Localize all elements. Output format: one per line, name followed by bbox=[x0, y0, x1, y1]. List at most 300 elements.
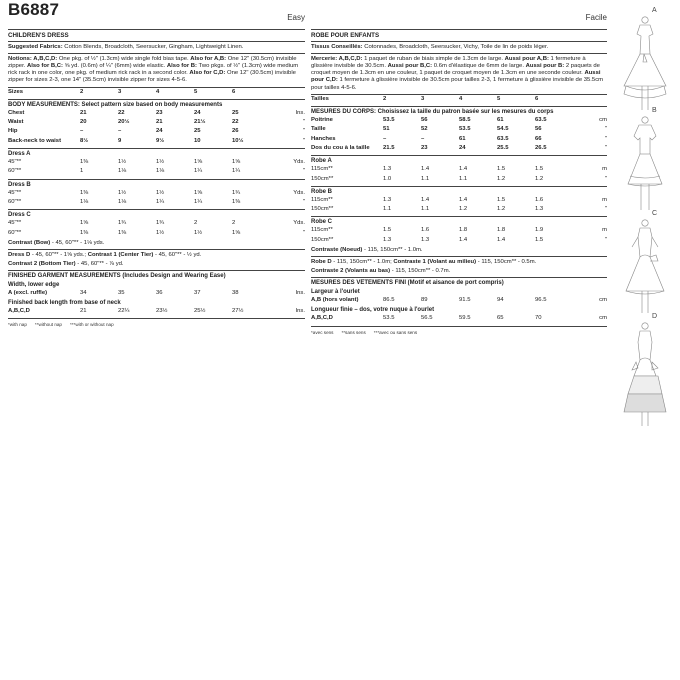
cell: 21 bbox=[80, 308, 87, 315]
unit: Yds. bbox=[293, 159, 305, 166]
cell: 21½ bbox=[194, 119, 206, 126]
cell: 53.5 bbox=[383, 117, 395, 124]
footnote: ***with or without nap bbox=[69, 322, 114, 328]
cell: 1.3 bbox=[535, 206, 544, 213]
cell: 58.5 bbox=[459, 117, 471, 124]
unit: " bbox=[604, 144, 607, 151]
header-fr bbox=[311, 0, 607, 30]
pattern-code: B6887 bbox=[8, 0, 60, 19]
table-row bbox=[8, 159, 305, 168]
cell: 38 bbox=[232, 289, 239, 296]
dress-d-line bbox=[8, 251, 305, 260]
row-label: 45"** bbox=[8, 189, 22, 196]
view-letter: B bbox=[652, 107, 657, 114]
contrast-label: Contrast (Bow) bbox=[8, 239, 51, 246]
cell: – bbox=[80, 128, 84, 135]
dress-a-yardage bbox=[8, 149, 305, 180]
cell: 94 bbox=[497, 297, 504, 304]
table-row bbox=[311, 297, 607, 306]
cell: 1.5 bbox=[535, 236, 544, 243]
size-value: 2 bbox=[383, 95, 387, 102]
cell: 66 bbox=[535, 135, 542, 142]
contrast-bow-line bbox=[311, 246, 607, 255]
cell: 1⅝ bbox=[232, 229, 241, 236]
size-value: 6 bbox=[535, 95, 539, 102]
cell: 1.4 bbox=[421, 166, 430, 173]
cell: 1½ bbox=[156, 159, 165, 166]
notions-text: Two pkgs. of ½" (1.3cm) wide medium rick rack in one color, one pkg. of medium rick rack in a second color. bbox=[8, 62, 299, 77]
footnote: ***avec ou sans sens bbox=[373, 329, 418, 335]
cell: 1⅛ bbox=[118, 168, 127, 175]
view-heading: Robe A bbox=[311, 158, 332, 165]
cell: 36 bbox=[156, 289, 163, 296]
cell: 63.5 bbox=[535, 117, 547, 124]
cell: 96.5 bbox=[535, 297, 547, 304]
unit: m bbox=[602, 227, 607, 234]
notions-text: ⅝ yd. (0.6m) of ¼" (6mm) wide elastic. bbox=[63, 62, 167, 69]
view-heading: Dress B bbox=[8, 181, 31, 188]
finished-heading: MESURES DES VÊTEMENTS FINI (Motif et aisance de port compris) bbox=[311, 280, 504, 287]
table-row bbox=[311, 237, 607, 246]
cell: 1⅛ bbox=[80, 198, 89, 205]
cell: 56.5 bbox=[421, 315, 433, 322]
table-row bbox=[311, 126, 607, 135]
cell: 1¼ bbox=[232, 168, 241, 175]
cell: 1½ bbox=[118, 159, 127, 166]
unit: " bbox=[302, 198, 305, 205]
sizes-label: Tailles bbox=[311, 95, 329, 102]
cell: 1¼ bbox=[156, 198, 165, 205]
cell: 9½ bbox=[156, 137, 165, 144]
cell: 53.5 bbox=[383, 315, 395, 322]
cell: 9 bbox=[118, 137, 122, 144]
body-measurements bbox=[8, 100, 305, 149]
cell: 1.3 bbox=[383, 236, 392, 243]
body-measurements-heading: MESURES DU CORPS: Choisissez la taille du patron basée sur les mesures du corps bbox=[311, 109, 554, 116]
unit: " bbox=[302, 128, 305, 135]
contrast-bow-line bbox=[8, 239, 305, 248]
view-label: Dress D bbox=[8, 251, 31, 258]
cell: 21 bbox=[156, 119, 163, 126]
cell: 1.6 bbox=[421, 227, 430, 234]
table-row bbox=[311, 206, 607, 215]
notions-text: 1 fermeture à glissière invisible de 30.5cm. bbox=[311, 55, 586, 69]
cell: 1⅛ bbox=[118, 198, 127, 205]
footnote: *with nap bbox=[8, 322, 27, 328]
notions-label: Aussi pour B,C: bbox=[387, 62, 433, 69]
row-label: 150cm** bbox=[311, 175, 334, 182]
dress-d-yardage bbox=[8, 250, 305, 271]
fabrics-label: Tissus Conseillés: bbox=[311, 43, 363, 50]
cell: 27½ bbox=[232, 308, 244, 315]
cell: 1.2 bbox=[459, 206, 468, 213]
cell: 1⅝ bbox=[232, 159, 241, 166]
cell: 1¼ bbox=[194, 168, 203, 175]
dress-b-yardage bbox=[8, 180, 305, 211]
contrast-label: Contraste 1 (Volant au milieu) bbox=[393, 259, 477, 266]
cell: 1¾ bbox=[118, 220, 127, 227]
row-label: Poitrine bbox=[311, 117, 333, 124]
cell: 37 bbox=[194, 289, 201, 296]
table-row bbox=[8, 190, 305, 199]
cell: 1.1 bbox=[459, 175, 468, 182]
unit: cm bbox=[599, 297, 607, 304]
cell: 2 bbox=[232, 220, 236, 227]
fabrics-paragraph bbox=[311, 42, 607, 54]
cell: 24 bbox=[194, 109, 201, 116]
notions-text: 1 paquet de ruban de biais simple de 1.3cm de large. bbox=[362, 55, 505, 62]
yardage-text: - 115, 150cm** - 1.0m; bbox=[331, 259, 394, 266]
unit: cm bbox=[599, 117, 607, 124]
body-measurements-heading: BODY MEASUREMENTS: Select pattern size based on body measurements bbox=[8, 101, 223, 108]
cell: 70 bbox=[535, 315, 542, 322]
notions-paragraph bbox=[8, 54, 305, 88]
size-value: 6 bbox=[232, 88, 236, 95]
unit: " bbox=[604, 236, 607, 243]
table-row bbox=[311, 145, 607, 154]
cell: 1½ bbox=[156, 229, 165, 236]
table-row bbox=[8, 308, 305, 317]
footnote: **without nap bbox=[34, 322, 62, 328]
body-measurements bbox=[311, 107, 607, 156]
notions-label: Also for C,D: bbox=[189, 70, 226, 77]
unit: m bbox=[602, 196, 607, 203]
notions-text: One pkg. of ½" (1.3cm) wide single fold bias tape. bbox=[57, 55, 191, 62]
size-value: 5 bbox=[194, 88, 198, 95]
cell: 1.8 bbox=[459, 227, 468, 234]
contrast-text: - 45, 60"** - ½ yd. bbox=[153, 251, 202, 258]
cell: 1⅝ bbox=[194, 189, 203, 196]
section-title: ROBE POUR ENFANTS bbox=[311, 30, 607, 42]
dress-d-yardage bbox=[311, 257, 607, 278]
cell: 1⅜ bbox=[80, 229, 89, 236]
cell: 51 bbox=[383, 126, 390, 133]
table-row bbox=[311, 227, 607, 236]
cell: 34 bbox=[80, 289, 87, 296]
row-label: 150cm** bbox=[311, 206, 334, 213]
section-title: CHILDREN'S DRESS bbox=[8, 30, 305, 42]
size-value: 5 bbox=[497, 95, 501, 102]
row-label: 45"** bbox=[8, 220, 22, 227]
dress-d-sketch-icon bbox=[614, 320, 676, 430]
header-en bbox=[8, 0, 305, 30]
cell: 1¾ bbox=[156, 220, 165, 227]
cell: – bbox=[383, 135, 387, 142]
size-value: 3 bbox=[118, 88, 122, 95]
difficulty-level: Easy bbox=[287, 13, 305, 22]
row-label: 60"** bbox=[8, 229, 22, 236]
cell: 22 bbox=[232, 119, 239, 126]
cell: 1.2 bbox=[497, 175, 506, 182]
notions-text: 0.6m d'élastique de 6mm de large. bbox=[432, 62, 526, 69]
cell: 65 bbox=[497, 315, 504, 322]
cell: 1.4 bbox=[421, 196, 430, 203]
dress-b-yardage bbox=[311, 187, 607, 218]
dress-b-sketch-icon bbox=[614, 114, 676, 214]
length-heading: Finished back length from base of neck bbox=[8, 300, 121, 307]
row-label: A,B (hors volant) bbox=[311, 297, 359, 304]
row-label: Chest bbox=[8, 109, 25, 116]
cell: 24 bbox=[459, 144, 466, 151]
footnote: *avec sens bbox=[311, 329, 334, 335]
dress-c-yardage bbox=[8, 210, 305, 250]
view-heading: Robe C bbox=[311, 219, 332, 226]
cell: 91.5 bbox=[459, 297, 471, 304]
row-label: Waist bbox=[8, 119, 24, 126]
view-letter: A bbox=[652, 7, 657, 14]
cell: 1.9 bbox=[535, 227, 544, 234]
cell: 1.5 bbox=[535, 166, 544, 173]
contrast-text: - 115, 150cm** - 1.0m. bbox=[362, 247, 423, 254]
row-label: Dos du cou à la taille bbox=[311, 144, 370, 151]
cell: – bbox=[118, 128, 122, 135]
dress-a-sketch-icon bbox=[614, 14, 676, 114]
cell: 1 bbox=[80, 168, 84, 175]
unit: cm bbox=[599, 315, 607, 322]
row-label: Hip bbox=[8, 128, 18, 135]
contrast-label: Contraste (Noeud) bbox=[311, 247, 363, 254]
notions-text: One 12" (30.5cm) invisible zipper for sizes 2-3, one 14" (35.5cm) invisible zipper for sizes 4-5-6. bbox=[8, 70, 296, 84]
cell: 59.5 bbox=[459, 315, 471, 322]
finished-measurements bbox=[8, 271, 305, 320]
row-label: A (excl. ruffle) bbox=[8, 289, 48, 296]
footnote: **sans sens bbox=[341, 329, 366, 335]
table-row bbox=[8, 230, 305, 239]
dress-a-yardage bbox=[311, 156, 607, 187]
notions-label: Aussi pour A,B: bbox=[504, 55, 549, 62]
cell: 8½ bbox=[80, 137, 89, 144]
notions-paragraph bbox=[311, 54, 607, 95]
dress-c-sketch-icon bbox=[614, 217, 676, 317]
cell: 1.3 bbox=[383, 166, 392, 173]
contrast-label: Contraste 2 (Volants au bas) bbox=[311, 268, 391, 275]
footnotes bbox=[8, 319, 305, 328]
cell: 22 bbox=[118, 109, 125, 116]
view-sketches bbox=[614, 0, 676, 680]
cell: 1.0 bbox=[383, 175, 392, 182]
cell: 20 bbox=[80, 119, 87, 126]
cell: 25½ bbox=[194, 308, 206, 315]
finished-heading: FINISHED GARMENT MEASUREMENTS (Includes Design and Wearing Ease) bbox=[8, 272, 226, 279]
notions-label: Notions: A,B,C,D: bbox=[8, 55, 58, 62]
table-row bbox=[8, 138, 305, 147]
unit: " bbox=[302, 137, 305, 144]
cell: 1⅝ bbox=[80, 220, 89, 227]
cell: 22¼ bbox=[118, 308, 130, 315]
cell: 61 bbox=[459, 135, 466, 142]
notions-label: Also for B: bbox=[166, 62, 198, 69]
unit: Yds. bbox=[293, 189, 305, 196]
notions-label: Aussi pour B: bbox=[525, 62, 565, 69]
table-row bbox=[311, 315, 607, 324]
cell: 52 bbox=[421, 126, 428, 133]
cell: 1.5 bbox=[383, 227, 392, 234]
length-heading: Longueur finie – dos, votre nuque à l'ourlet bbox=[311, 307, 435, 314]
table-row bbox=[311, 136, 607, 145]
row-label: Back-neck to waist bbox=[8, 137, 62, 144]
row-label: 45"** bbox=[8, 159, 22, 166]
cell: 20½ bbox=[118, 119, 130, 126]
english-column bbox=[8, 0, 305, 328]
cell: 25.5 bbox=[497, 144, 509, 151]
cell: 1.1 bbox=[421, 206, 430, 213]
cell: 86.5 bbox=[383, 297, 395, 304]
unit: Yds. bbox=[293, 220, 305, 227]
table-row bbox=[8, 128, 305, 137]
cell: 25 bbox=[194, 128, 201, 135]
cell: 1.5 bbox=[497, 166, 506, 173]
cell: 10½ bbox=[232, 137, 244, 144]
view-letter: C bbox=[652, 210, 658, 217]
unit: " bbox=[302, 168, 305, 175]
unit: " bbox=[604, 135, 607, 142]
cell: 10 bbox=[194, 137, 201, 144]
cell: 1.4 bbox=[459, 166, 468, 173]
table-row bbox=[8, 110, 305, 119]
row-label: 60"** bbox=[8, 168, 22, 175]
cell: 1.4 bbox=[459, 236, 468, 243]
size-value: 4 bbox=[156, 88, 160, 95]
sizes-row bbox=[311, 95, 607, 107]
cell: 21 bbox=[80, 109, 87, 116]
row-label: 60"** bbox=[8, 198, 22, 205]
sizes-label: Sizes bbox=[8, 88, 24, 95]
unit: m bbox=[602, 166, 607, 173]
contrast-2-line bbox=[8, 260, 305, 269]
cell: 1½ bbox=[118, 189, 127, 196]
unit: Ins. bbox=[295, 308, 305, 315]
fabrics-label: Suggested Fabrics: bbox=[8, 43, 63, 50]
view-heading: Dress A bbox=[8, 151, 31, 158]
cell: 1½ bbox=[194, 229, 203, 236]
cell: 2 bbox=[194, 220, 198, 227]
cell: 1.3 bbox=[421, 236, 430, 243]
row-label: 150cm** bbox=[311, 236, 334, 243]
contrast-text: - 45, 60"** - ⅞ yd. bbox=[75, 260, 124, 267]
notions-label: Aussi pour C,D: bbox=[311, 70, 601, 84]
notions-label: Mercerie: A,B,C,D: bbox=[311, 55, 363, 62]
cell: 1½ bbox=[156, 189, 165, 196]
contrast-text: - 45, 60"** - 1⅛ yds. bbox=[50, 239, 105, 246]
sizes-row bbox=[8, 88, 305, 100]
unit: " bbox=[302, 119, 305, 126]
cell: 53.5 bbox=[459, 126, 471, 133]
cell: 89 bbox=[421, 297, 428, 304]
unit: " bbox=[302, 229, 305, 236]
fabrics-paragraph bbox=[8, 42, 305, 54]
unit: Ins. bbox=[295, 289, 305, 296]
cell: 1.3 bbox=[383, 196, 392, 203]
table-row bbox=[8, 119, 305, 128]
footnotes bbox=[311, 327, 607, 336]
table-row bbox=[311, 176, 607, 185]
cell: 1⅜ bbox=[118, 229, 127, 236]
unit: " bbox=[604, 206, 607, 213]
unit: Ins. bbox=[295, 109, 305, 116]
width-heading: Width, lower edge bbox=[8, 281, 60, 288]
cell: 1.6 bbox=[535, 196, 544, 203]
finished-measurements bbox=[311, 278, 607, 327]
table-row bbox=[8, 168, 305, 177]
cell: 1.2 bbox=[535, 175, 544, 182]
size-value: 3 bbox=[421, 95, 425, 102]
yardage-text: - 45, 60"** - 1⅝ yds.; bbox=[30, 251, 88, 258]
cell: 61 bbox=[497, 117, 504, 124]
cell: 23½ bbox=[156, 308, 168, 315]
row-label: 115cm** bbox=[311, 166, 333, 173]
cell: 1⅛ bbox=[156, 168, 165, 175]
fabrics-text: Cotton Blends, Broadcloth, Seersucker, Gingham, Lightweight Linen. bbox=[62, 43, 244, 50]
cell: 1⅝ bbox=[194, 159, 203, 166]
contrast-label: Contrast 2 (Bottom Tier) bbox=[8, 260, 76, 267]
cell: 1.8 bbox=[497, 227, 506, 234]
row-label: Hanches bbox=[311, 135, 336, 142]
french-column bbox=[311, 0, 607, 335]
cell: 1.5 bbox=[497, 196, 506, 203]
size-value: 4 bbox=[459, 95, 463, 102]
cell: 54.5 bbox=[497, 126, 509, 133]
cell: 26.5 bbox=[535, 144, 547, 151]
contrast-label: Contrast 1 (Center Tier) bbox=[87, 251, 154, 258]
notions-text: 1 fermeture à glissière invisible de 30.5cm pour tailles 2-3, 1 fermeture à glissière invisible de 35.5cm pour tailles 4-5-6. bbox=[311, 77, 604, 91]
notions-text: 2 paquets de croquet moyen de 1.3cm en une couleur, 1 paquet de croquet moyen de 1.3cm en une seconde couleur. bbox=[311, 62, 600, 77]
difficulty-level: Facile bbox=[585, 13, 607, 22]
cell: 1⅜ bbox=[80, 159, 89, 166]
cell: 1.2 bbox=[497, 206, 506, 213]
view-letter: D bbox=[652, 313, 658, 320]
table-row bbox=[8, 220, 305, 229]
dress-c-yardage bbox=[311, 217, 607, 257]
cell: 56 bbox=[535, 126, 542, 133]
cell: 1⅜ bbox=[80, 189, 89, 196]
cell: 23 bbox=[421, 144, 428, 151]
contrast-text: - 115, 150cm** - 0.5m. bbox=[476, 259, 537, 266]
cell: 24 bbox=[156, 128, 163, 135]
cell: 23 bbox=[156, 109, 163, 116]
table-row bbox=[311, 166, 607, 175]
row-label: 115cm** bbox=[311, 227, 333, 234]
row-label: A,B,C,D bbox=[311, 315, 333, 322]
notions-text: One 12" (30.5cm) invisible zipper. bbox=[8, 55, 297, 69]
cell: 1⅜ bbox=[232, 198, 241, 205]
cell: 21.5 bbox=[383, 144, 395, 151]
cell: 1.4 bbox=[459, 196, 468, 203]
contrast-2-line bbox=[311, 267, 607, 276]
table-row bbox=[8, 290, 305, 299]
view-heading: Robe B bbox=[311, 188, 332, 195]
fabrics-text: Cotonnades, Broadcloth, Seersucker, Vichy, Toile de lin de poids léger. bbox=[362, 43, 549, 50]
dress-d-line bbox=[311, 258, 607, 267]
row-label: A,B,C,D bbox=[8, 308, 30, 315]
view-heading: Dress C bbox=[8, 212, 31, 219]
row-label: Taille bbox=[311, 126, 326, 133]
view-label: Robe D bbox=[311, 259, 332, 266]
notions-label: Also for B,C: bbox=[27, 62, 63, 69]
width-heading: Largeur à l'ourlet bbox=[311, 289, 360, 296]
cell: 56 bbox=[421, 117, 428, 124]
row-label: 115cm** bbox=[311, 196, 333, 203]
cell: 25 bbox=[232, 109, 239, 116]
cell: 1¾ bbox=[232, 189, 241, 196]
cell: 26 bbox=[232, 128, 239, 135]
notions-label: Also for A,B: bbox=[190, 55, 227, 62]
cell: 1.4 bbox=[497, 236, 506, 243]
cell: 1.1 bbox=[421, 175, 430, 182]
contrast-text: - 115, 150cm** - 0.7m. bbox=[390, 268, 451, 275]
unit: " bbox=[604, 126, 607, 133]
table-row bbox=[311, 197, 607, 206]
size-value: 2 bbox=[80, 88, 84, 95]
